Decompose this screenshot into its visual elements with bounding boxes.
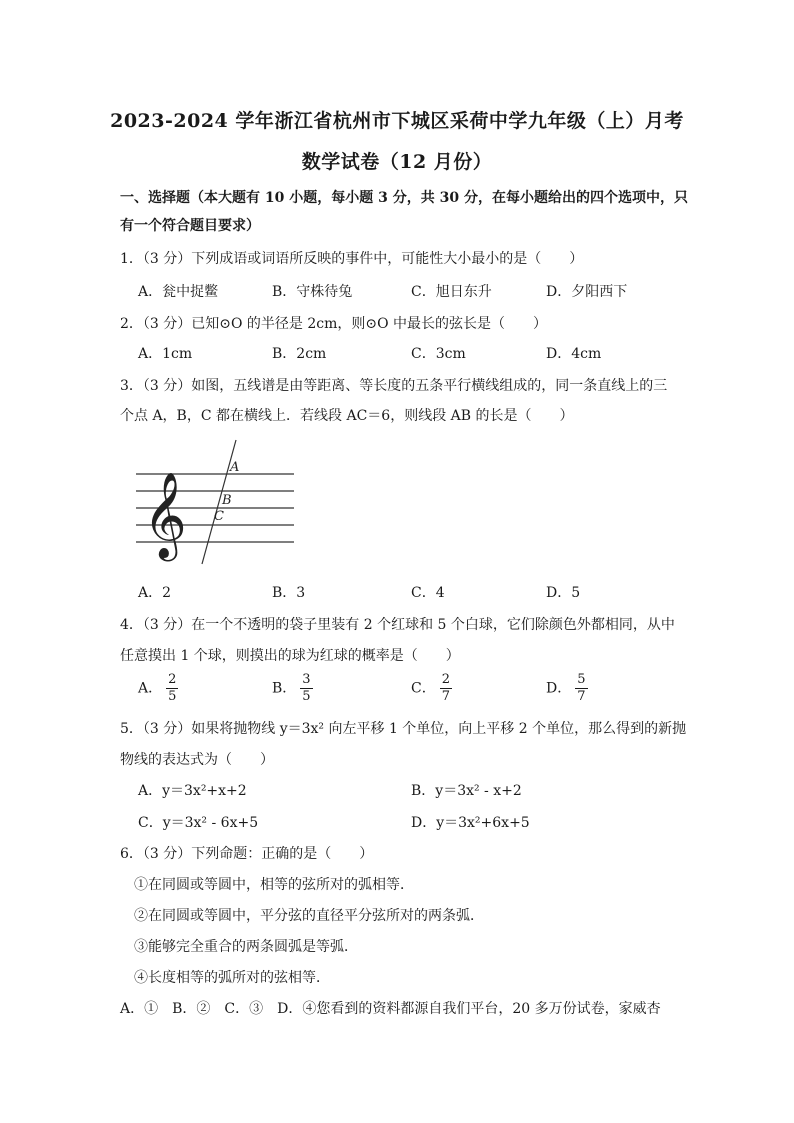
question-5-stem-1: 5．（3 分）如果将抛物线 y＝3x² 向左平移 1 个单位，向上平移 2 个单位，那么得到的新抛 [120, 721, 687, 737]
q6-item-4: ④长度相等的弧所对的弦相等． [134, 970, 330, 986]
q3-option-b: B．3 [272, 585, 306, 601]
q4-option-c-label: C． [411, 680, 436, 697]
q4-option-b [272, 672, 313, 705]
q6-item-1: ①在同圆或等圆中，相等的弦所对的弧相等． [134, 877, 414, 893]
q2-option-b: B．2cm [272, 346, 327, 362]
q1-option-b: B．守株待兔 [272, 284, 353, 300]
point-a-label: A [230, 460, 240, 475]
q4-option-c [411, 672, 452, 705]
q4-option-d [546, 672, 588, 705]
q6-item-2: ②在同圆或等圆中，平分弦的直径平分弦所对的两条弧． [134, 908, 484, 924]
fraction [575, 672, 587, 705]
q4-option-d-label: D． [546, 680, 572, 697]
point-c-label: C [214, 509, 224, 524]
numerator: 5 [577, 672, 586, 687]
numerator: 3 [302, 672, 311, 687]
q2-option-c: C．3cm [411, 346, 466, 362]
q2-option-d: D．4cm [546, 346, 602, 362]
q5-option-b: B．y＝3x² - x+2 [411, 783, 522, 799]
denominator: 7 [441, 689, 450, 704]
music-staff-figure [134, 436, 299, 566]
treble-clef-icon: 𝄞 [143, 472, 187, 558]
q2-option-a: A．1cm [138, 346, 193, 362]
q4-option-b-label: B． [272, 680, 297, 697]
q1-option-c: C．旭日东升 [411, 284, 492, 300]
question-4-stem-2: 任意摸出 1 个球，则摸出的球为红球的概率是（ ） [120, 648, 460, 664]
denominator: 5 [168, 689, 177, 704]
question-3-stem-2: 个点 A，B，C 都在横线上．若线段 AC＝6，则线段 AB 的长是（ ） [120, 408, 574, 424]
q1-option-d: D．夕阳西下 [546, 284, 628, 300]
q6-options-line: A．① B．② C．③ D．④您看到的资料都源自我们平台，20 多万份试卷，家威杏 [120, 1001, 661, 1017]
fraction [300, 672, 312, 705]
q4-option-a-label: A． [138, 680, 163, 697]
q5-option-d: D．y＝3x²+6x+5 [411, 815, 530, 831]
question-1-stem: 1．（3 分）下列成语或词语所反映的事件中，可能性大小最小的是（ ） [120, 251, 584, 267]
exam-title-line2: 数学试卷（12 月份） [301, 151, 493, 173]
section-heading: 一、选择题（本大题有 10 小题，每小题 3 分，共 30 分，在每小题给出的四个选项中，只 [120, 190, 688, 206]
q6-item-3: ③能够完全重合的两条圆弧是等弧． [134, 939, 358, 955]
q1-option-a: A．瓮中捉鳖 [138, 284, 219, 300]
q3-option-a: A．2 [138, 585, 172, 601]
denominator: 5 [302, 689, 311, 704]
question-6-stem: 6．（3 分）下列命题：正确的是（ ） [120, 846, 374, 862]
fraction [440, 672, 452, 705]
numerator: 2 [168, 672, 177, 687]
point-b-label: B [222, 493, 232, 508]
exam-title-line1: 2023-2024 学年浙江省杭州市下城区采荷中学九年级（上）月考 [110, 110, 684, 132]
question-4-stem-1: 4．（3 分）在一个不透明的袋子里装有 2 个红球和 5 个白球，它们除颜色外都相同，从中 [120, 617, 675, 633]
q5-option-a: A．y＝3x²+x+2 [138, 783, 247, 799]
denominator: 7 [577, 689, 586, 704]
question-2-stem: 2．（3 分）已知⊙O 的半径是 2cm，则⊙O 中最长的弦长是（ ） [120, 316, 548, 332]
q3-option-d: D．5 [546, 585, 581, 601]
q5-option-c: C．y＝3x² - 6x+5 [138, 815, 259, 831]
numerator: 2 [441, 672, 450, 687]
fraction [166, 672, 178, 705]
q4-option-a [138, 672, 178, 705]
q3-option-c: C．4 [411, 585, 445, 601]
section-heading-cont: 有一个符合题目要求） [120, 218, 260, 234]
question-5-stem-2: 物线的表达式为（ ） [120, 752, 274, 768]
question-3-stem-1: 3．（3 分）如图，五线谱是由等距离、等长度的五条平行横线组成的，同一条直线上的三 [120, 378, 668, 394]
